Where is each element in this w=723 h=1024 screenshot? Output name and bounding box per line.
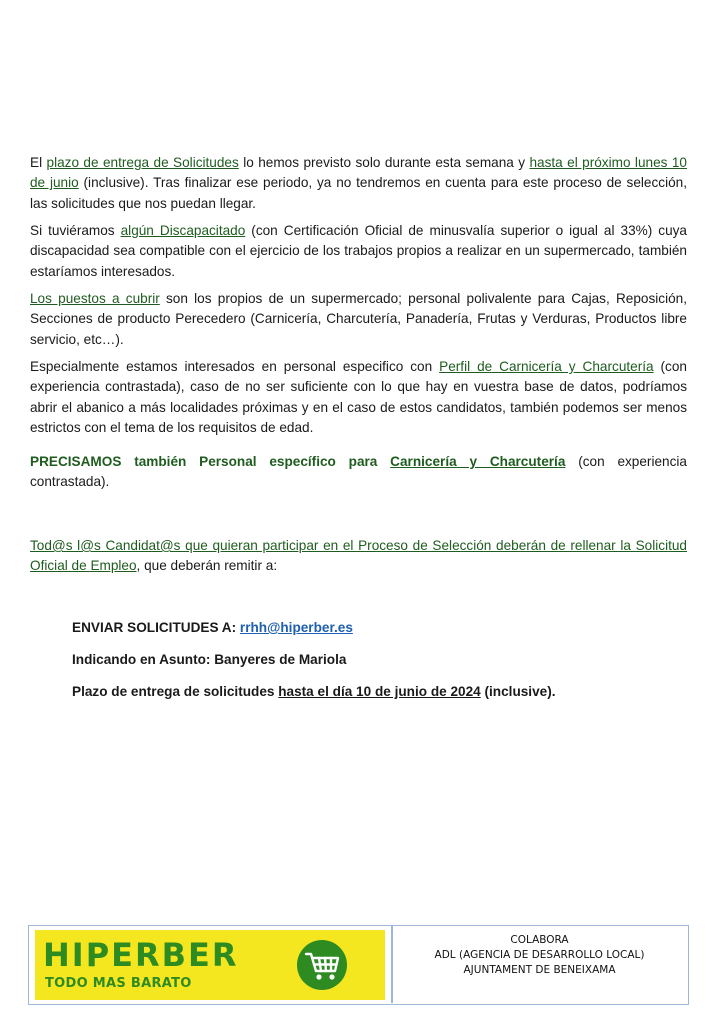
text: (con Certificación Oficial de minusvalía superior o igual al 33%) cuya discapacidad sea compatible con el ejercicio de los trabajos propios a realizar en un supermercado, también estaríamos interesados. xyxy=(30,223,687,279)
paragraph-candidatos xyxy=(30,536,687,577)
highlight-plazo: plazo de entrega de Solicitudes xyxy=(46,155,239,170)
logo-tagline: TODO MAS BARATO xyxy=(45,976,192,991)
paragraph-plazo xyxy=(30,153,687,214)
deadline-prefix: Plazo de entrega de solicitudes xyxy=(72,684,279,699)
send-line xyxy=(72,620,692,635)
highlight-discapacitado: algún Discapacitado xyxy=(120,223,246,238)
text: , que deberán remitir a: xyxy=(136,558,278,574)
collab-title: COLABORA xyxy=(510,934,569,946)
highlight-fecha: hasta el próximo lunes 10 de junio xyxy=(30,155,687,191)
subject-line: Indicando en Asunto: Banyeres de Mariola xyxy=(72,652,347,667)
send-label: ENVIAR SOLICITUDES A: xyxy=(72,620,240,635)
text: Especialmente estamos interesados en personal especifico con xyxy=(30,359,440,374)
text: El xyxy=(30,155,47,170)
text: Si tuviéramos xyxy=(30,223,121,238)
text: son los propios de un supermercado; personal polivalente para Cajas, Reposición, Secciones de producto Perecedero (Carnicería, Charcutería, Panadería, Frutas y Verduras, Productos libre servicio, etc…). xyxy=(30,291,687,347)
hiperber-logo xyxy=(35,930,385,1000)
logo-wordmark: HIPERBER xyxy=(43,936,239,974)
highlight-puestos: Los puestos a cubrir xyxy=(30,291,160,306)
deadline-suffix: (inclusive). xyxy=(480,684,556,699)
deadline-line xyxy=(72,684,692,699)
text: (inclusive). Tras finalizar ese periodo, ya no tendremos en cuenta para este proceso de selección, las solicitudes que nos puedan llegar. xyxy=(30,175,687,211)
paragraph-precisamos xyxy=(30,452,687,493)
highlight-candidatos: Tod@s l@s Candidat@s que quieran participar en el Proceso de Selección deberán de rellenar la Solicitud Oficial de Empleo xyxy=(30,538,687,574)
collab-council: AJUNTAMENT DE BENEIXAMA xyxy=(463,964,616,976)
highlight-perfil: Perfil de Carnicería y Charcutería xyxy=(439,359,654,374)
paragraph-puestos xyxy=(30,289,687,350)
shopping-cart-icon xyxy=(297,940,347,990)
text: (con experiencia contrastada), caso de no ser suficiente con lo que hay en vuestra base de datos, podríamos abrir el abanico a más localidades próximas y en el caso de estos candidatos, también podemos ser menos estrictos con el tema de los requisitos de edad. xyxy=(30,359,687,436)
collab-agency: ADL (AGENCIA DE DESARROLLO LOCAL) xyxy=(434,949,645,961)
email-link[interactable]: rrhh@hiperber.es xyxy=(239,620,353,635)
collaborator-info xyxy=(391,926,688,1003)
highlight-carniceria: Carnicería y Charcutería xyxy=(390,454,566,469)
text: (con experiencia contrastada). xyxy=(30,454,687,490)
text: lo hemos previsto solo durante esta semana y xyxy=(238,155,530,170)
highlight-precisamos: PRECISAMOS también Personal específico para xyxy=(30,454,391,469)
paragraph-discapacitado xyxy=(30,221,687,282)
deadline-date: hasta el día 10 de junio de 2024 xyxy=(278,684,481,699)
paragraph-especialmente xyxy=(30,357,687,439)
footer-box xyxy=(28,925,689,1005)
